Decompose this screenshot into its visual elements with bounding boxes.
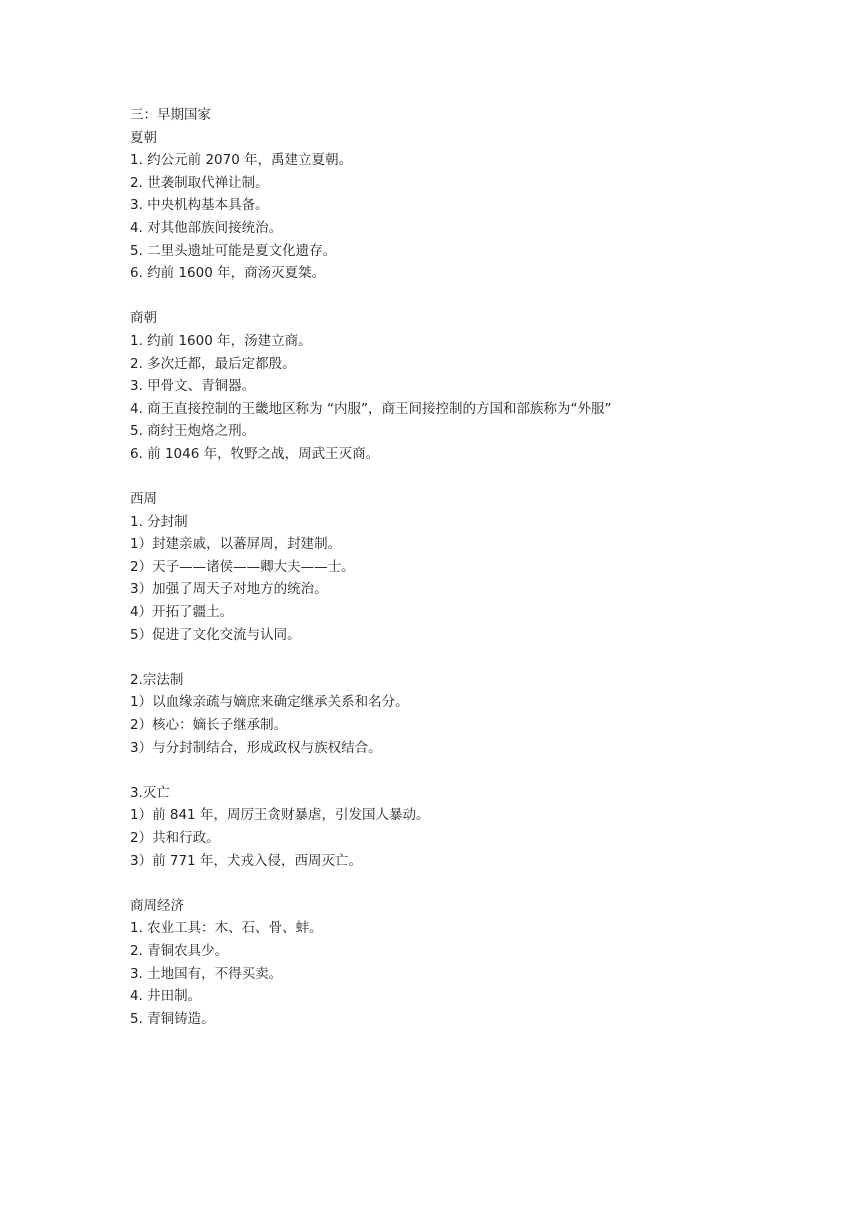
- list-item: 3）加强了周天子对地方的统治。: [130, 581, 328, 598]
- blank-line: [130, 872, 750, 895]
- section-heading: 商周经济: [130, 897, 184, 914]
- list-item: 2. 世袭制取代禅让制。: [130, 174, 269, 191]
- list-item: 3. 土地国有，不得买卖。: [130, 965, 283, 982]
- list-item: 1. 农业工具：木、石、骨、蚌。: [130, 920, 323, 937]
- list-item: 2）共和行政。: [130, 830, 220, 846]
- list-item: 5. 商纣王炮烙之刑。: [130, 423, 256, 440]
- list-item: 4. 井田制。: [130, 988, 202, 1005]
- list-item: 3. 甲骨文、青铜器。: [130, 378, 256, 395]
- list-item: 5. 青铜铸造。: [130, 1010, 215, 1027]
- blank-line: [130, 285, 750, 308]
- subsection-heading: 1. 分封制: [130, 513, 188, 530]
- list-item: 3）与分封制结合，形成政权与族权结合。: [130, 739, 382, 756]
- subsection-heading: 2.宗法制: [130, 671, 184, 688]
- list-item: 1）以血缘亲疏与嫡庶来确定继承关系和名分。: [130, 694, 409, 711]
- list-item: 2）天子——诸侯——卿大夫——士。: [130, 558, 355, 575]
- section-heading: 西周: [130, 491, 157, 508]
- list-item: 6. 约前 1600 年，商汤灭夏桀。: [130, 265, 326, 282]
- list-item: 2. 多次迁都，最后定都殷。: [130, 355, 296, 372]
- list-item: 1）前 841 年，周厉王贪财暴虐，引发国人暴动。: [130, 807, 430, 824]
- section-xia: [130, 127, 750, 285]
- subsection-heading: 3.灭亡: [130, 784, 170, 801]
- list-item: 1）封建亲戚，以蕃屏周，封建制。: [130, 536, 342, 553]
- section-shang: [130, 307, 750, 465]
- list-item: 2）核心：嫡长子继承制。: [130, 717, 288, 734]
- list-item: 3. 中央机构基本具备。: [130, 197, 269, 214]
- section-heading: 商朝: [130, 310, 157, 327]
- list-item: 1. 约前 1600 年，汤建立商。: [130, 332, 312, 349]
- document-title: 三：早期国家: [130, 107, 211, 123]
- blank-line: [130, 646, 750, 669]
- list-item: 5. 二里头遗址可能是夏文化遗存。: [130, 242, 337, 259]
- blank-line: [130, 466, 750, 489]
- list-item: 5）促进了文化交流与认同。: [130, 626, 301, 643]
- blank-line: [130, 759, 750, 782]
- list-item: 4. 商王直接控制的王畿地区称为 “内服”，商王间接控制的方国和部族称为“外服”: [130, 400, 612, 417]
- document-body: [130, 104, 750, 1030]
- list-item: 4. 对其他部族间接统治。: [130, 219, 283, 236]
- list-item: 1. 约公元前 2070 年，禹建立夏朝。: [130, 152, 353, 169]
- list-item: 3）前 771 年，犬戎入侵，西周灭亡。: [130, 852, 362, 869]
- section-xizhou: [130, 488, 750, 872]
- section-heading: 夏朝: [130, 129, 157, 146]
- list-item: 6. 前 1046 年，牧野之战，周武王灭商。: [130, 445, 380, 462]
- section-economy: [130, 895, 750, 1031]
- list-item: 4）开拓了疆土。: [130, 604, 234, 621]
- list-item: 2. 青铜农具少。: [130, 942, 229, 959]
